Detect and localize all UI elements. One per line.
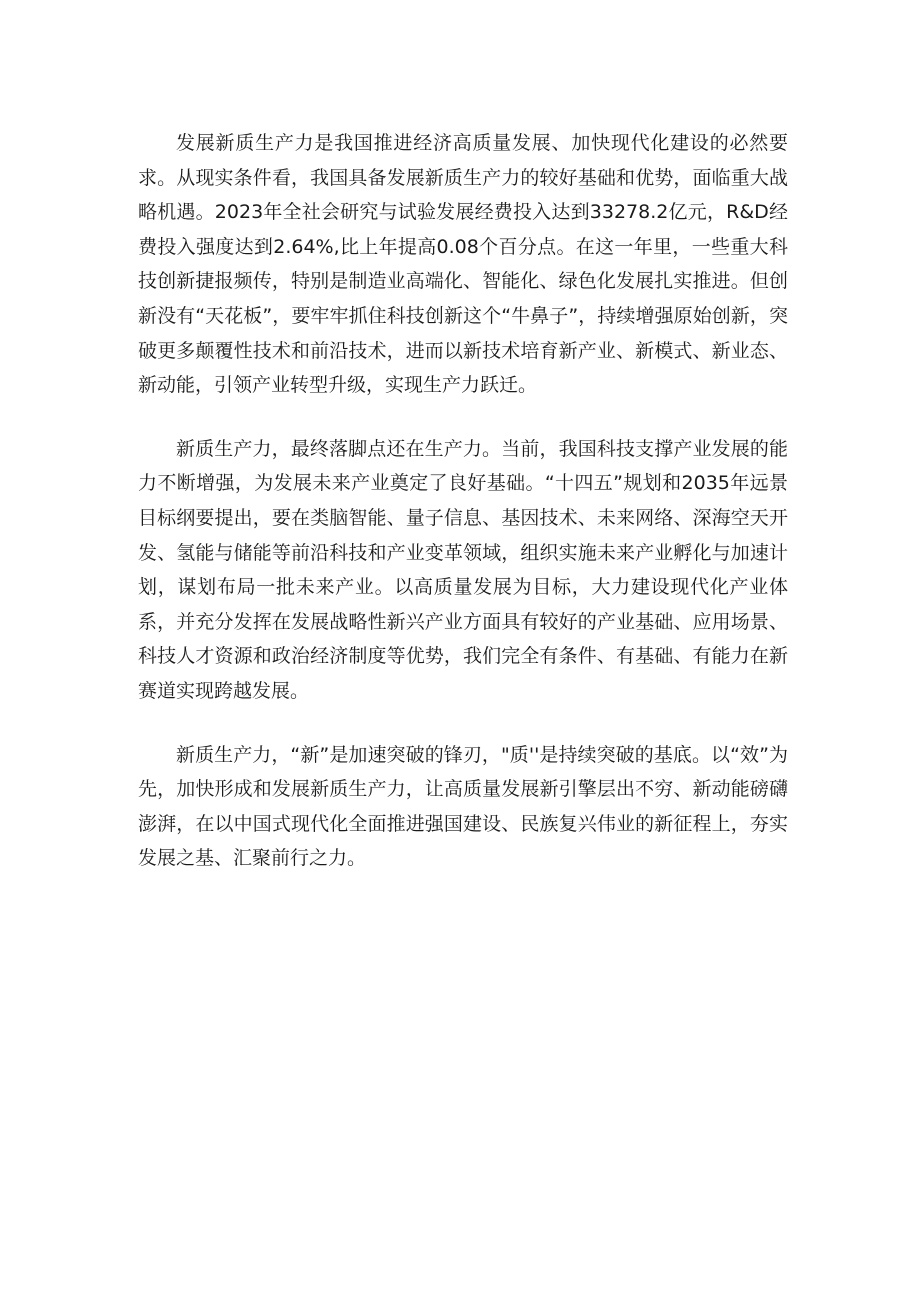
paragraph-3: 新质生产力，“新”是加速突破的锋刃，"质''是持续突破的基底。以“效”为先，加快形成和发展新质生产力，让高质量发展新引擎层出不穷、新动能磅礴澎湃，在以中国式现代化全面推进强国建设、民族复兴伟业的新征程上，夯实发展之基、汇聚前行之力。 — [138, 743, 788, 870]
paragraph-2: 新质生产力，最终落脚点还在生产力。当前，我国科技支撑产业发展的能力不断增强，为发展未来产业奠定了良好基础。“十四五”规划和2035年远景目标纲要提出，要在类脑智能、量子信息、基因技术、未来网络、深海空天开发、氢能与储能等前沿科技和产业变革领域，组织实施未来产业孵化与加速计划，谋划布局一批未来产业。以高质量发展为目标，大力建设现代化产业体系，并充分发挥在发展战略性新兴产业方面具有较好的产业基础、应用场景、科技人才资源和政治经济制度等优势，我们完全有条件、有基础、有能力在新赛道实现跨越发展。 — [138, 437, 788, 702]
paragraph-1: 发展新质生产力是我国推进经济高质量发展、加快现代化建设的必然要求。从现实条件看，我国具备发展新质生产力的较好基础和优势，面临重大战略机遇。2023年全社会研究与试验发展经费投入达到33278.2亿元，R&D经费投入强度达到2.64%,比上年提高0.08个百分点。在这一年里，一些重大科技创新捷报频传，特别是制造业高端化、智能化、绿色化发展扎实推进。但创新没有“天花板”，要牢牢抓住科技创新这个“牛鼻子”，持续增强原始创新，突破更多颠覆性技术和前沿技术，进而以新技术培育新产业、新模式、新业态、新动能，引领产业转型升级，实现生产力跃迁。 — [138, 132, 788, 397]
document-body — [138, 126, 788, 905]
